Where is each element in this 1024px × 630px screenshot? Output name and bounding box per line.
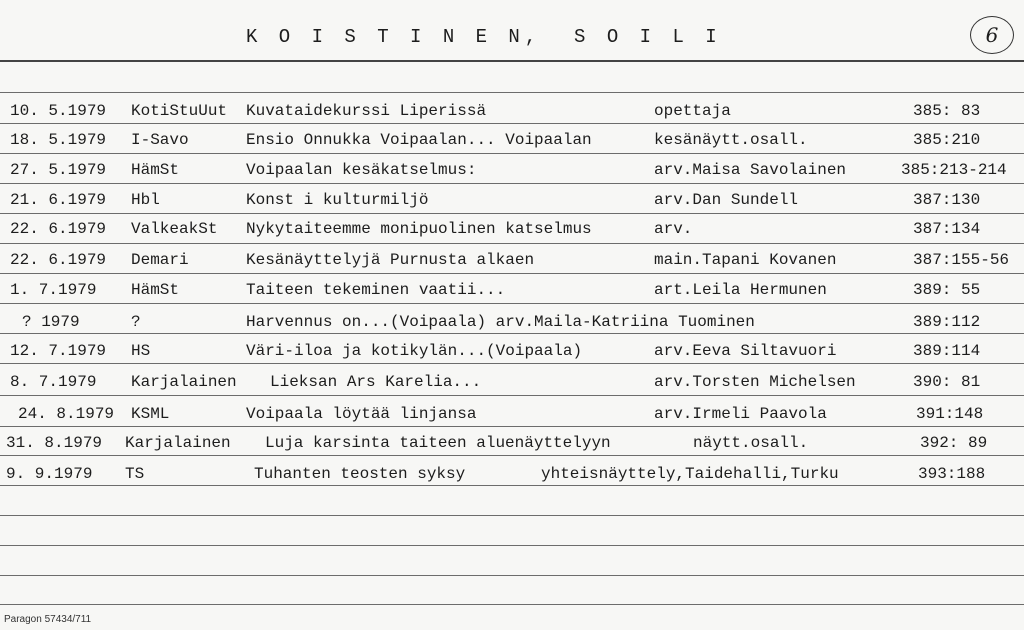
entry-source: I-Savo: [131, 131, 189, 149]
entry-row: [0, 370, 1024, 394]
entry-source: ValkeakSt: [131, 220, 218, 238]
entry-role: näytt.osall.: [693, 434, 809, 452]
entry-date: 10. 5.1979: [10, 102, 107, 120]
entry-title: Taiteen tekeminen vaatii...: [246, 281, 506, 299]
entry-ref: 387:134: [913, 220, 981, 238]
entry-row: [0, 278, 1024, 302]
entry-date: 31. 8.1979: [6, 434, 103, 452]
entry-role: arv.Eeva Siltavuori: [654, 342, 837, 360]
entry-title: Harvennus on...(Voipaala) arv.Maila-Katriina Tuominen: [246, 313, 755, 331]
entry-source: Karjalainen: [125, 434, 231, 452]
rule-line: [0, 213, 1024, 214]
entry-title: Luja karsinta taiteen aluenäyttelyyn: [265, 434, 611, 452]
entry-date: 9. 9.1979: [6, 465, 93, 483]
entry-date: 24. 8.1979: [18, 405, 115, 423]
entry-role: arv.Irmeli Paavola: [654, 405, 827, 423]
entry-source: TS: [125, 465, 145, 483]
entry-role: arv.Maisa Savolainen: [654, 161, 847, 179]
entry-ref: 387:130: [913, 191, 981, 209]
entry-ref: 389:112: [913, 313, 981, 331]
entry-ref: 385:213-214: [901, 161, 1007, 179]
entry-row: [0, 217, 1024, 241]
entry-source: Demari: [131, 251, 189, 269]
entry-source: ?: [131, 313, 141, 331]
rule-line: [0, 303, 1024, 304]
entry-row: [0, 310, 1024, 334]
entry-date: 22. 6.1979: [10, 220, 107, 238]
rule-line: [0, 575, 1024, 576]
rule-line: [0, 426, 1024, 427]
rule-line: [0, 395, 1024, 396]
entry-ref: 389:114: [913, 342, 981, 360]
rule-line: [0, 604, 1024, 605]
form-code: Paragon 57434/711: [4, 614, 92, 625]
rule-line: [0, 153, 1024, 154]
entry-role: arv.Torsten Michelsen: [654, 373, 856, 391]
entry-date: 1. 7.1979: [10, 281, 97, 299]
entry-source: Karjalainen: [131, 373, 237, 391]
entry-role: arv.Dan Sundell: [654, 191, 799, 209]
entry-source: KSML: [131, 405, 170, 423]
header-rule: [0, 60, 1024, 62]
entry-ref: 389: 55: [913, 281, 981, 299]
entry-title: Nykytaiteemme monipuolinen katselmus: [246, 220, 592, 238]
entry-title: Voipaala löytää linjansa: [246, 405, 477, 423]
entry-row: [0, 99, 1024, 123]
entry-title: Väri-iloa ja kotikylän...(Voipaala): [246, 342, 583, 360]
entry-ref: 385: 83: [913, 102, 981, 120]
entry-date: 18. 5.1979: [10, 131, 107, 149]
entry-role: art.Leila Hermunen: [654, 281, 827, 299]
entry-ref: 390: 81: [913, 373, 981, 391]
entry-row: [0, 248, 1024, 272]
entry-role: kesänäytt.osall.: [654, 131, 808, 149]
entry-row: [0, 431, 1024, 455]
entry-title: Voipaalan kesäkatselmus:: [246, 161, 477, 179]
entry-title: Tuhanten teosten syksy: [254, 465, 466, 483]
page-number-circle: 6: [970, 16, 1014, 54]
entry-row: [0, 402, 1024, 426]
entry-ref: 392: 89: [920, 434, 988, 452]
card-title: K O I S T I N E N, S O I L I: [246, 26, 722, 48]
entry-row: [0, 462, 1024, 486]
entry-row: [0, 128, 1024, 152]
entry-role: main.Tapani Kovanen: [654, 251, 837, 269]
rule-line: [0, 92, 1024, 93]
rule-line: [0, 545, 1024, 546]
entry-ref: 385:210: [913, 131, 981, 149]
rule-line: [0, 515, 1024, 516]
entry-date: 12. 7.1979: [10, 342, 107, 360]
entry-source: HämSt: [131, 161, 180, 179]
entry-row: [0, 188, 1024, 212]
entry-title: Ensio Onnukka Voipaalan... Voipaalan: [246, 131, 592, 149]
entry-title: Kesänäyttelyjä Purnusta alkaen: [246, 251, 535, 269]
entry-title: Kuvataidekurssi Liperissä: [246, 102, 487, 120]
entry-title: Lieksan Ars Karelia...: [270, 373, 482, 391]
entry-source: KotiStuUut: [131, 102, 228, 120]
entry-row: [0, 339, 1024, 363]
entry-role: arv.: [654, 220, 693, 238]
entry-ref: 393:188: [918, 465, 986, 483]
rule-line: [0, 123, 1024, 124]
entry-date: 27. 5.1979: [10, 161, 107, 179]
rule-line: [0, 363, 1024, 364]
entry-role: opettaja: [654, 102, 731, 120]
entry-row: [0, 158, 1024, 182]
rule-line: [0, 243, 1024, 244]
entry-date: ? 1979: [22, 313, 80, 331]
entry-date: 22. 6.1979: [10, 251, 107, 269]
entry-date: 8. 7.1979: [10, 373, 97, 391]
rule-line: [0, 455, 1024, 456]
entry-source: Hbl: [131, 191, 160, 209]
entry-source: HS: [131, 342, 151, 360]
entry-title: Konst i kulturmiljö: [246, 191, 429, 209]
rule-line: [0, 183, 1024, 184]
entry-ref: 387:155-56: [913, 251, 1010, 269]
entry-date: 21. 6.1979: [10, 191, 107, 209]
entry-role: yhteisnäyttely,Taidehalli,Turku: [541, 465, 839, 483]
entry-ref: 391:148: [916, 405, 984, 423]
rule-line: [0, 273, 1024, 274]
entry-source: HämSt: [131, 281, 180, 299]
